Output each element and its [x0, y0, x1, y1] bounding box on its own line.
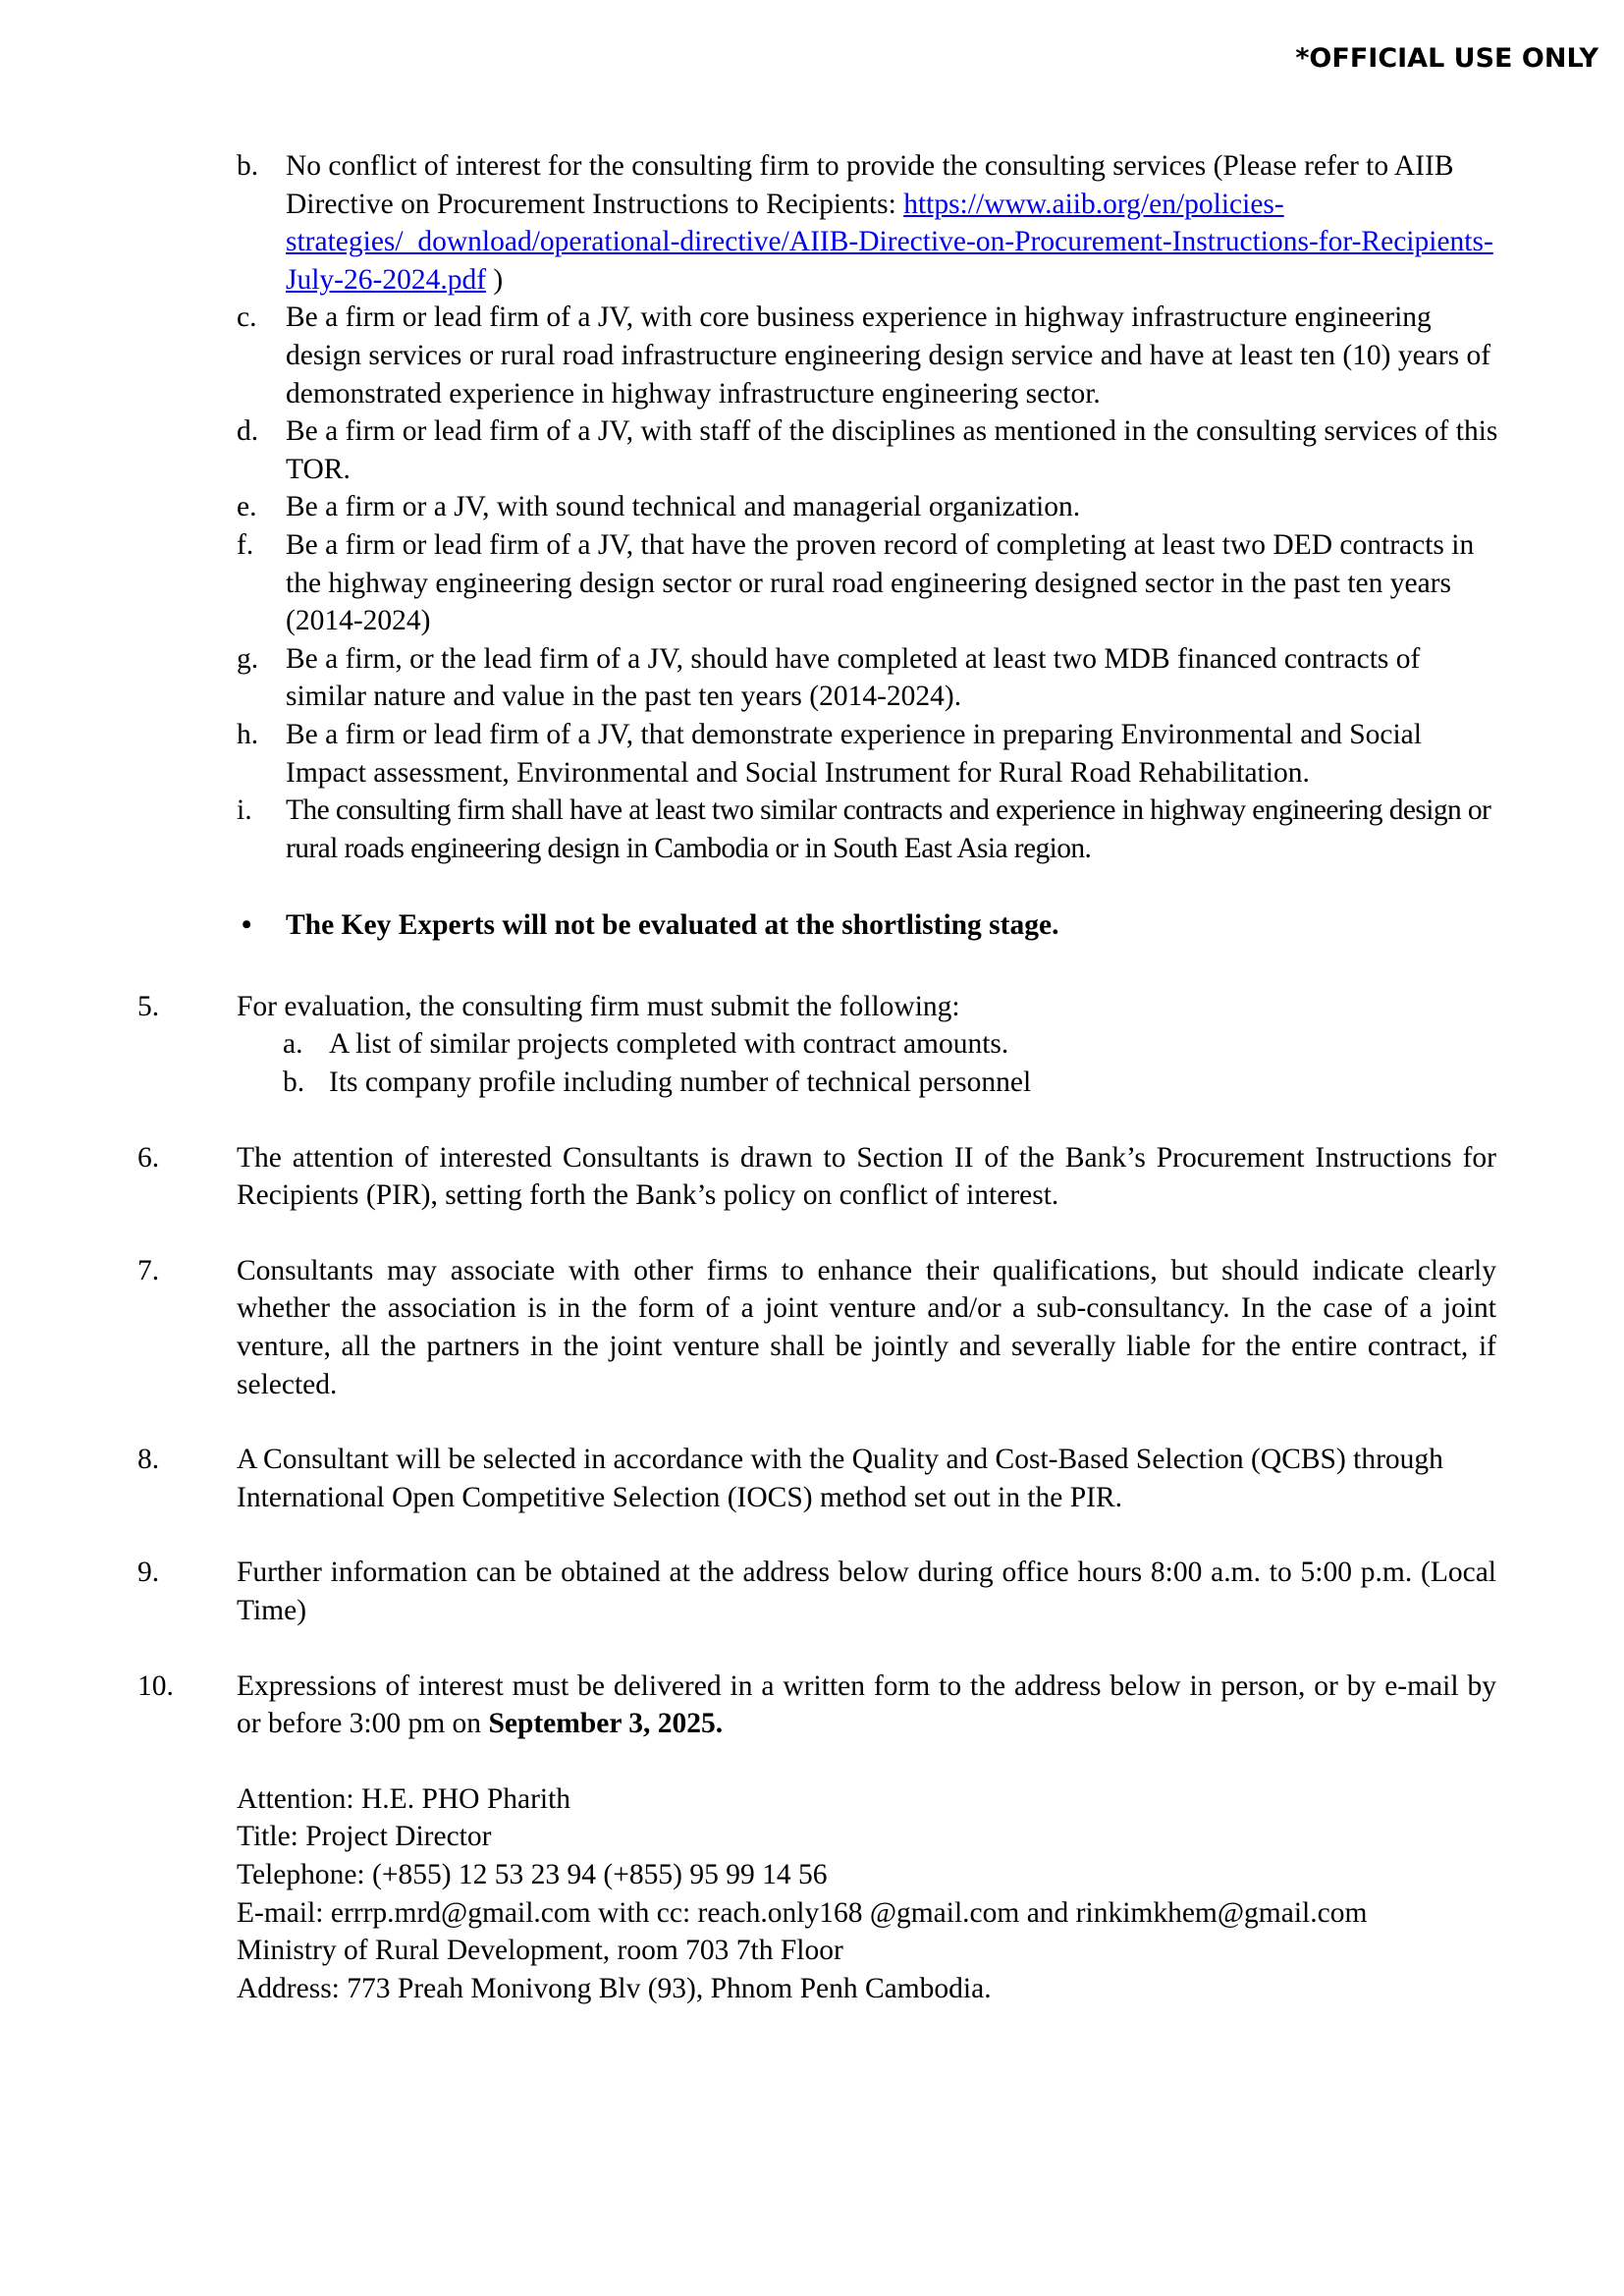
paragraph-text: For evaluation, the consulting firm must submit the following: [237, 990, 960, 1022]
criterion-d [237, 412, 1503, 488]
contact-block [237, 1780, 1624, 2008]
contact-address: Address: 773 Preah Monivong Blv (93), Phnom Penh Cambodia. [237, 1972, 992, 2004]
contact-office: Ministry of Rural Development, room 703 7th Floor [237, 1935, 843, 1967]
criterion-text-end: ) [486, 263, 504, 296]
key-experts-note [242, 906, 1624, 945]
list-marker: h. [237, 718, 259, 750]
list-marker: c. [237, 301, 257, 334]
official-use-label: *OFFICIAL USE ONLY [1295, 43, 1598, 74]
paragraph-8 [137, 1441, 1496, 1516]
paragraph-text: Further information can be obtained at the address below during office hours 8:00 a.m. to 5:00 p.m. (Local Time) [237, 1557, 1496, 1626]
aiib-directive-link[interactable]: https://www.aiib.org/en/policies-strategies/_download/operational-directive/AIIB-Directive-on-Procurement-Instructions-for-Recipients-July-26-2024.pdf [286, 188, 1493, 296]
paragraph-9 [137, 1554, 1496, 1629]
submission-list [283, 1025, 1496, 1101]
criterion-text: Be a firm or a JV, with sound technical and managerial organization. [286, 491, 1081, 523]
paragraph-number: 6. [137, 1141, 160, 1174]
criterion-i [237, 792, 1503, 867]
submission-text: Its company profile including number of technical personnel [329, 1066, 1032, 1099]
submission-text: A list of similar projects completed with contract amounts. [329, 1028, 1009, 1061]
contact-attention: Attention: H.E. PHO Pharith [237, 1782, 571, 1815]
criterion-c [237, 299, 1503, 412]
list-marker: e. [237, 491, 257, 523]
paragraph-text: Consultants may associate with other firms to enhance their qualifications, but should indicate clearly whether the association is in the form of a joint venture and/or a sub-consultancy. In the case of a joint venture, all the partners in the joint venture shall be jointly and severally liable for the entire contract, if selected. [237, 1254, 1496, 1400]
criterion-text: Be a firm, or the lead firm of a JV, should have completed at least two MDB financed contracts of similar nature and value in the past ten years (2014-2024). [286, 642, 1421, 713]
paragraph-number: 10. [137, 1669, 174, 1702]
bullet-icon: • [242, 909, 252, 942]
criterion-g [237, 640, 1503, 716]
submission-deadline: September 3, 2025. [488, 1708, 724, 1740]
list-marker: d. [237, 415, 259, 448]
paragraph-text: The attention of interested Consultants is drawn to Section II of the Bank’s Procurement Instructions for Recipients (PIR), setting forth the Bank’s policy on conflict of interest. [237, 1141, 1496, 1212]
paragraph-6 [137, 1139, 1496, 1215]
document-page [0, 147, 1624, 2007]
contact-telephone: Telephone: (+855) 12 53 23 94 (+855) 95 99 14 56 [237, 1858, 828, 1890]
paragraph-text: Expressions of interest must be delivered in a written form to the address below in person, or by e-mail by or before 3:00 pm on [237, 1669, 1496, 1740]
submission-item [283, 1025, 1496, 1064]
criterion-e [237, 488, 1503, 526]
paragraph-number: 5. [137, 990, 160, 1022]
paragraph-5 [137, 988, 1496, 1102]
criterion-text: Be a firm or lead firm of a JV, that have the proven record of completing at least two DED contracts in the highway engineering design sector or rural road engineering designed sector in the past ten years (2014-2024) [286, 528, 1475, 637]
criterion-f [237, 526, 1503, 640]
submission-item [283, 1064, 1496, 1102]
list-marker: b. [237, 150, 259, 182]
criterion-b [237, 147, 1503, 299]
criterion-text: Be a firm or lead firm of a JV, that demonstrate experience in preparing Environmental and Social Impact assessment, Environmental and Social Instrument for Rural Road Rehabilitation. [286, 718, 1422, 789]
paragraph-number: 9. [137, 1557, 160, 1589]
list-marker: f. [237, 528, 254, 561]
paragraph-10 [137, 1667, 1496, 1743]
list-marker: a. [283, 1028, 303, 1061]
paragraph-number: 7. [137, 1254, 160, 1286]
contact-email: E-mail: errrp.mrd@gmail.com with cc: reach.only168 @gmail.com and rinkimkhem@gmail.com [237, 1896, 1368, 1929]
criterion-h [237, 716, 1503, 792]
paragraph-7 [137, 1252, 1496, 1403]
eligibility-criteria-list [237, 147, 1503, 867]
list-marker: g. [237, 642, 259, 675]
criterion-text: The consulting firm shall have at least two similar contracts and experience in highway engineering design or rural roads engineering design in Cambodia or in South East Asia region. [286, 794, 1491, 864]
paragraph-text: A Consultant will be selected in accordance with the Quality and Cost-Based Selection (QCBS) through International Open Competitive Selection (IOCS) method set out in the PIR. [237, 1444, 1443, 1513]
criterion-text: Be a firm or lead firm of a JV, with core business experience in highway infrastructure engineering design services or rural road infrastructure engineering design service and have at least ten (10) years of demonstrated experience in highway infrastructure engineering sector. [286, 301, 1491, 410]
list-marker: i. [237, 794, 252, 827]
criterion-text: Be a firm or lead firm of a JV, with staff of the disciplines as mentioned in the consulting services of this TOR. [286, 415, 1498, 485]
paragraph-number: 8. [137, 1444, 160, 1476]
list-marker: b. [283, 1066, 305, 1099]
key-experts-text: The Key Experts will not be evaluated at the shortlisting stage. [286, 909, 1059, 942]
contact-title: Title: Project Director [237, 1821, 492, 1853]
criterion-text: No conflict of interest for the consulting firm to provide the consulting services (Please refer to AIIB Directive on Procurement Instructions to Recipients: [286, 150, 1454, 220]
